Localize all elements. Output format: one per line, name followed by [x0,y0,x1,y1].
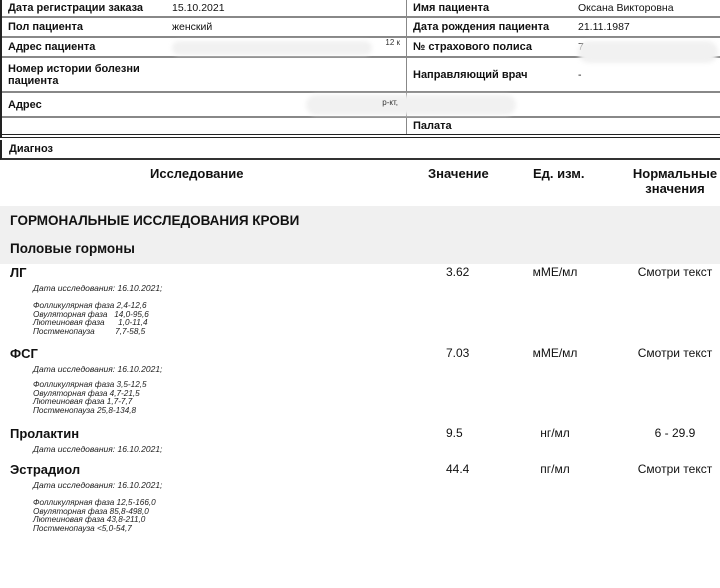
test-value: 3.62 [446,265,470,279]
test-normal: Смотри текст [637,346,713,360]
test-date: Дата исследования: 16.10.2021; [33,480,163,490]
reference-line: Овуляторная фаза 4,7-21,5 [33,388,140,398]
patient-info-table [0,0,720,138]
ward-label: Палата [406,118,572,134]
address-fragment: р-кт, [382,98,398,107]
empty-value [166,118,406,134]
test-date: Дата исследования: 16.10.2021; [33,364,163,374]
test-normal: 6 - 29.9 [654,426,696,440]
department-value [572,93,720,116]
info-row [2,38,720,58]
patient-sex-label: Пол пациента [8,21,83,33]
column-value: Значение [428,166,489,181]
redacted-block [172,41,372,55]
redacted-block [578,41,718,63]
patient-address-value [166,38,406,56]
info-row [2,18,720,38]
test-name: Пролактин [10,426,80,441]
empty-label [2,118,166,134]
info-row [2,118,720,138]
reference-line: Постменопауза 25,8-134,8 [33,405,137,415]
reference-line: Постменопауза 7,7-58,5 [33,326,146,336]
redacted-block [306,95,516,115]
test-unit: пг/мл [540,462,570,476]
test-value: 7.03 [446,346,470,360]
column-unit: Ед. изм. [533,166,585,181]
medical-record-label: Номер истории болезни пациента [8,62,140,87]
reference-line: Постменопауза <5,0-54,7 [33,523,132,533]
registration-date-value: 15.10.2021 [172,2,225,14]
reference-line: Лютеиновая фаза 43,8-211,0 [33,515,146,525]
test-value: 9.5 [446,426,463,440]
test-date: Дата исследования: 16.10.2021; [33,283,163,293]
insurance-policy-label: № страхового полиса [406,38,572,56]
address-value [166,93,406,116]
patient-name-value: Оксана Викторовна [578,2,674,14]
test-unit: нг/мл [540,426,570,440]
test-name: ФСГ [10,346,38,361]
test-name: Эстрадиол [10,462,81,477]
referring-doctor-label: Направляющий врач [406,58,572,91]
patient-name-label: Имя пациента [406,0,572,16]
reference-line: Фолликулярная фаза 12,5-166,0 [33,498,156,507]
reference-ranges [33,302,149,336]
results-header [0,160,720,206]
info-row [2,58,720,93]
patient-sex-value: женский [172,21,213,33]
column-study: Исследование [150,166,244,181]
group-title: ГОРМОНАЛЬНЫЕ ИССЛЕДОВАНИЯ КРОВИ [10,213,300,228]
test-normal: Смотри текст [637,462,713,476]
test-unit: мМЕ/мл [532,346,578,360]
reference-ranges [33,499,156,533]
reference-line: Фолликулярная фаза 3,5-12,5 [33,380,147,389]
test-name: ЛГ [10,265,27,280]
birth-date-label: Дата рождения пациента [406,18,572,36]
medical-record-value [166,58,406,91]
reference-line: Лютеиновая фаза 1,7-7,7 [33,397,133,407]
info-row [2,0,720,18]
patient-address-label: Адрес пациента [8,41,96,53]
birth-date-value: 21.11.1987 [578,21,630,33]
reference-line: Лютеиновая фаза 1,0-11,4 [33,318,148,328]
test-date: Дата исследования: 16.10.2021; [33,444,163,454]
reference-line: Овуляторная фаза 85,8-498,0 [33,506,149,516]
info-row [2,93,720,118]
diagnosis-label: Диагноз [0,140,720,160]
registration-date-label: Дата регистрации заказа [8,2,144,14]
column-normal-values: Нормальные значения [632,166,718,196]
test-unit: мМЕ/мл [532,265,578,279]
subgroup-title: Половые гормоны [10,241,135,256]
address-fragment: 12 к [385,38,400,47]
ward-value [572,118,720,134]
insurance-policy-value [572,38,720,56]
reference-line: Фолликулярная фаза 2,4-12,6 [33,301,147,310]
address-label: Адрес [8,98,42,111]
referring-doctor-value: - [578,68,582,81]
reference-line: Овуляторная фаза 14,0-95,6 [33,309,149,319]
test-normal: Смотри текст [637,265,713,279]
test-value: 44.4 [446,462,470,476]
reference-ranges [33,381,147,415]
